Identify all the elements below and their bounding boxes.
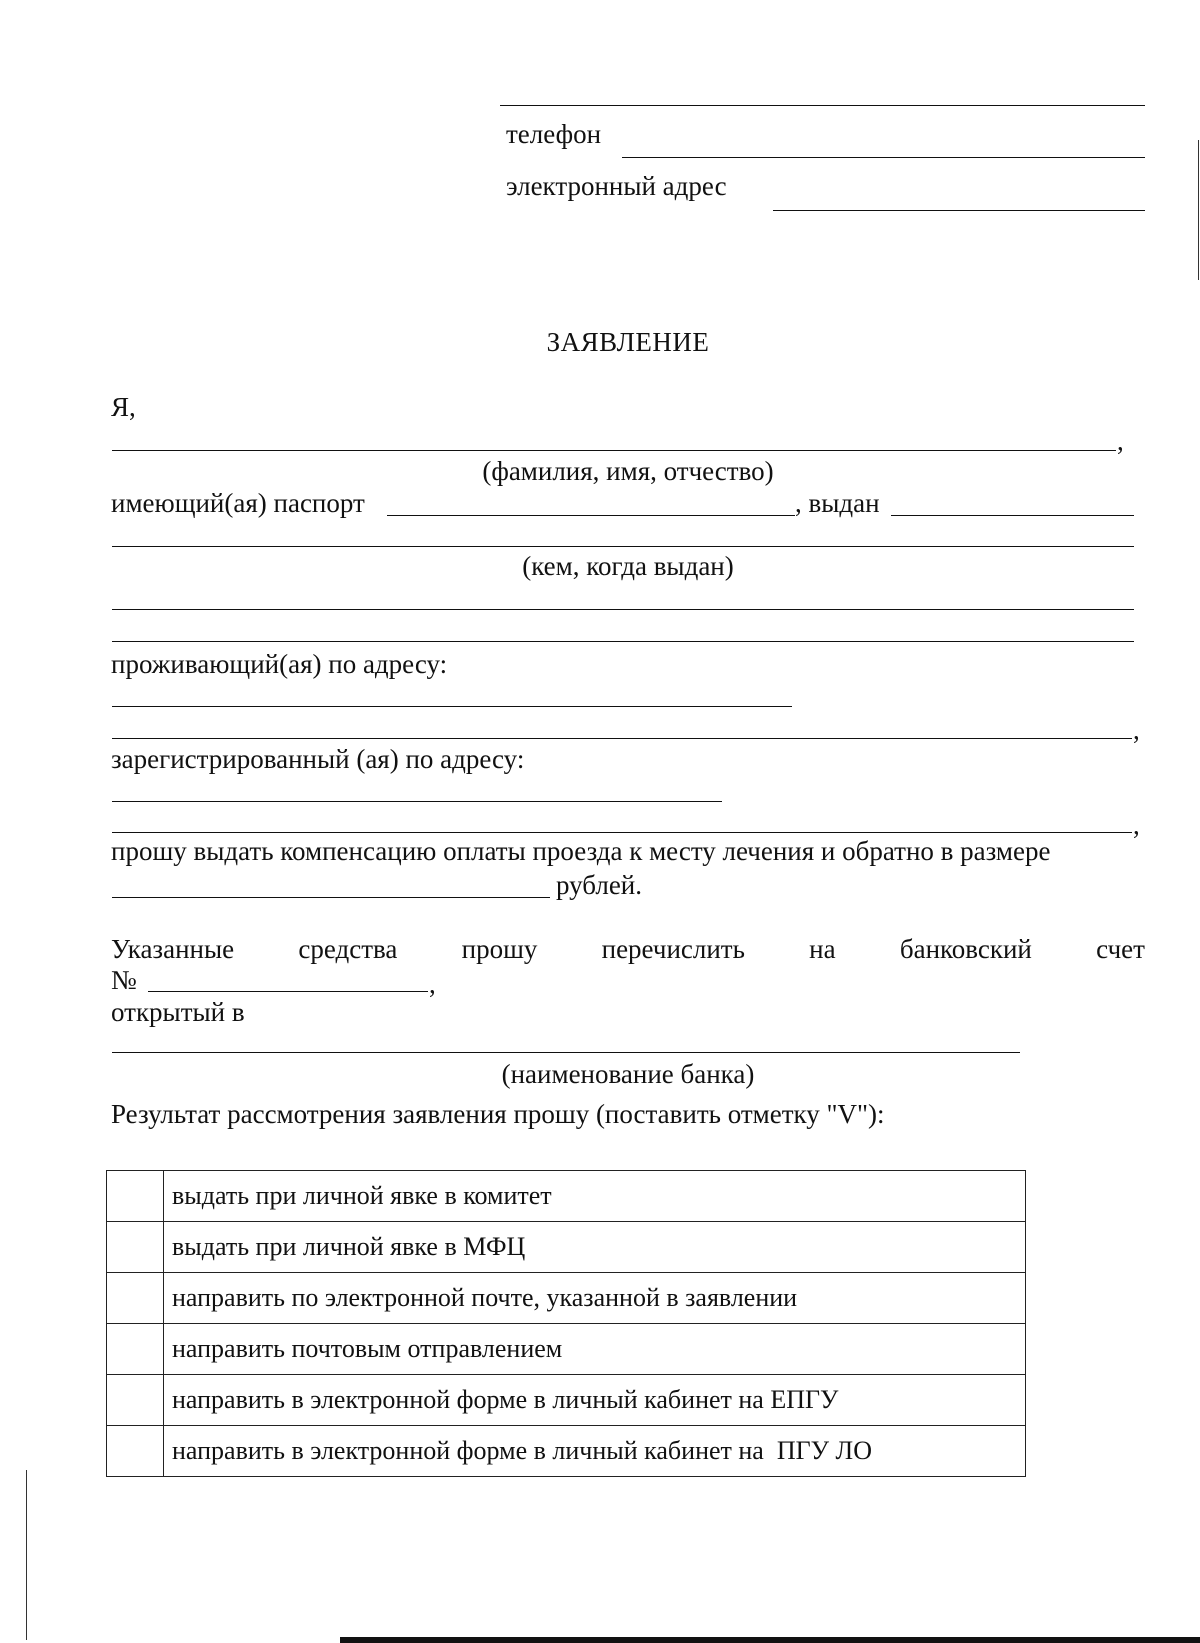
- option-row: [107, 1222, 1026, 1273]
- option-label: выдать при личной явке в МФЦ: [164, 1222, 1026, 1273]
- option-label: направить по электронной почте, указанной в заявлении: [164, 1273, 1026, 1324]
- rubles-label: рублей.: [556, 870, 643, 900]
- request-text: прошу выдать компенсацию оплаты проезда к месту лечения и обратно в размере: [111, 836, 1051, 866]
- bank-caption: (наименование банка): [501, 1059, 755, 1089]
- option-label: направить в электронной форме в личный кабинет на ЕПГУ: [164, 1375, 1026, 1426]
- residing-line-2[interactable]: [112, 738, 1132, 739]
- option-checkbox[interactable]: [107, 1324, 164, 1375]
- residing-label: проживающий(ая) по адресу:: [111, 649, 448, 679]
- result-text: Результат рассмотрения заявления прошу (поставить отметку "V"):: [111, 1099, 885, 1129]
- passport-line[interactable]: [387, 515, 795, 516]
- header-name-line[interactable]: [500, 105, 1145, 106]
- residing-line-1[interactable]: [112, 706, 792, 707]
- transfer-word: на: [809, 934, 836, 964]
- option-row: [107, 1375, 1026, 1426]
- i-label: Я,: [111, 392, 136, 422]
- transfer-word: перечислить: [601, 934, 745, 964]
- option-checkbox[interactable]: [107, 1375, 164, 1426]
- transfer-word: счет: [1096, 934, 1145, 964]
- residing-comma: ,: [1133, 715, 1140, 745]
- transfer-word: прошу: [461, 934, 538, 964]
- option-checkbox[interactable]: [107, 1171, 164, 1222]
- option-row: [107, 1426, 1026, 1477]
- transfer-word: банковский: [899, 934, 1032, 964]
- registered-comma: ,: [1133, 810, 1140, 840]
- issued-line-4[interactable]: [112, 641, 1134, 642]
- option-label: направить почтовым отправлением: [164, 1324, 1026, 1375]
- result-options-table: [106, 1170, 1026, 1477]
- passport-label: имеющий(ая) паспорт: [111, 488, 365, 518]
- option-row: [107, 1324, 1026, 1375]
- option-row: [107, 1171, 1026, 1222]
- bank-line[interactable]: [112, 1052, 1020, 1053]
- opened-in-label: открытый в: [111, 997, 245, 1027]
- page-title: ЗАЯВЛЕНИЕ: [546, 327, 710, 357]
- transfer-word: Указанные: [111, 934, 235, 964]
- scan-edge-mark: [26, 1470, 27, 1640]
- issued-line-2[interactable]: [112, 546, 1134, 547]
- fio-line[interactable]: [112, 450, 1116, 451]
- option-checkbox[interactable]: [107, 1426, 164, 1477]
- account-comma: ,: [429, 969, 436, 999]
- option-checkbox[interactable]: [107, 1222, 164, 1273]
- issued-line-3[interactable]: [112, 609, 1134, 610]
- amount-line[interactable]: [112, 897, 550, 898]
- issued-caption: (кем, когда выдан): [522, 551, 734, 581]
- option-label: направить в электронной форме в личный кабинет на ПГУ ЛО: [164, 1426, 1026, 1477]
- issued-label: , выдан: [795, 488, 880, 518]
- fio-caption: (фамилия, имя, отчество): [482, 456, 774, 486]
- email-label: электронный адрес: [506, 171, 727, 201]
- fio-comma: ,: [1117, 426, 1124, 456]
- phone-line[interactable]: [622, 157, 1145, 158]
- email-line[interactable]: [773, 210, 1145, 211]
- option-row: [107, 1273, 1026, 1324]
- option-label: выдать при личной явке в комитет: [164, 1171, 1026, 1222]
- issued-line[interactable]: [891, 515, 1134, 516]
- number-sign: №: [111, 965, 137, 995]
- scan-edge-mark: [1198, 140, 1199, 280]
- scan-bottom-bar: [340, 1637, 1200, 1643]
- registered-label: зарегистрированный (ая) по адресу:: [111, 744, 525, 774]
- transfer-word: средства: [298, 934, 398, 964]
- transfer-sentence: [111, 936, 1145, 963]
- account-line[interactable]: [148, 991, 428, 992]
- registered-line-2[interactable]: [112, 832, 1132, 833]
- registered-line-1[interactable]: [112, 801, 722, 802]
- phone-label: телефон: [506, 119, 602, 149]
- option-checkbox[interactable]: [107, 1273, 164, 1324]
